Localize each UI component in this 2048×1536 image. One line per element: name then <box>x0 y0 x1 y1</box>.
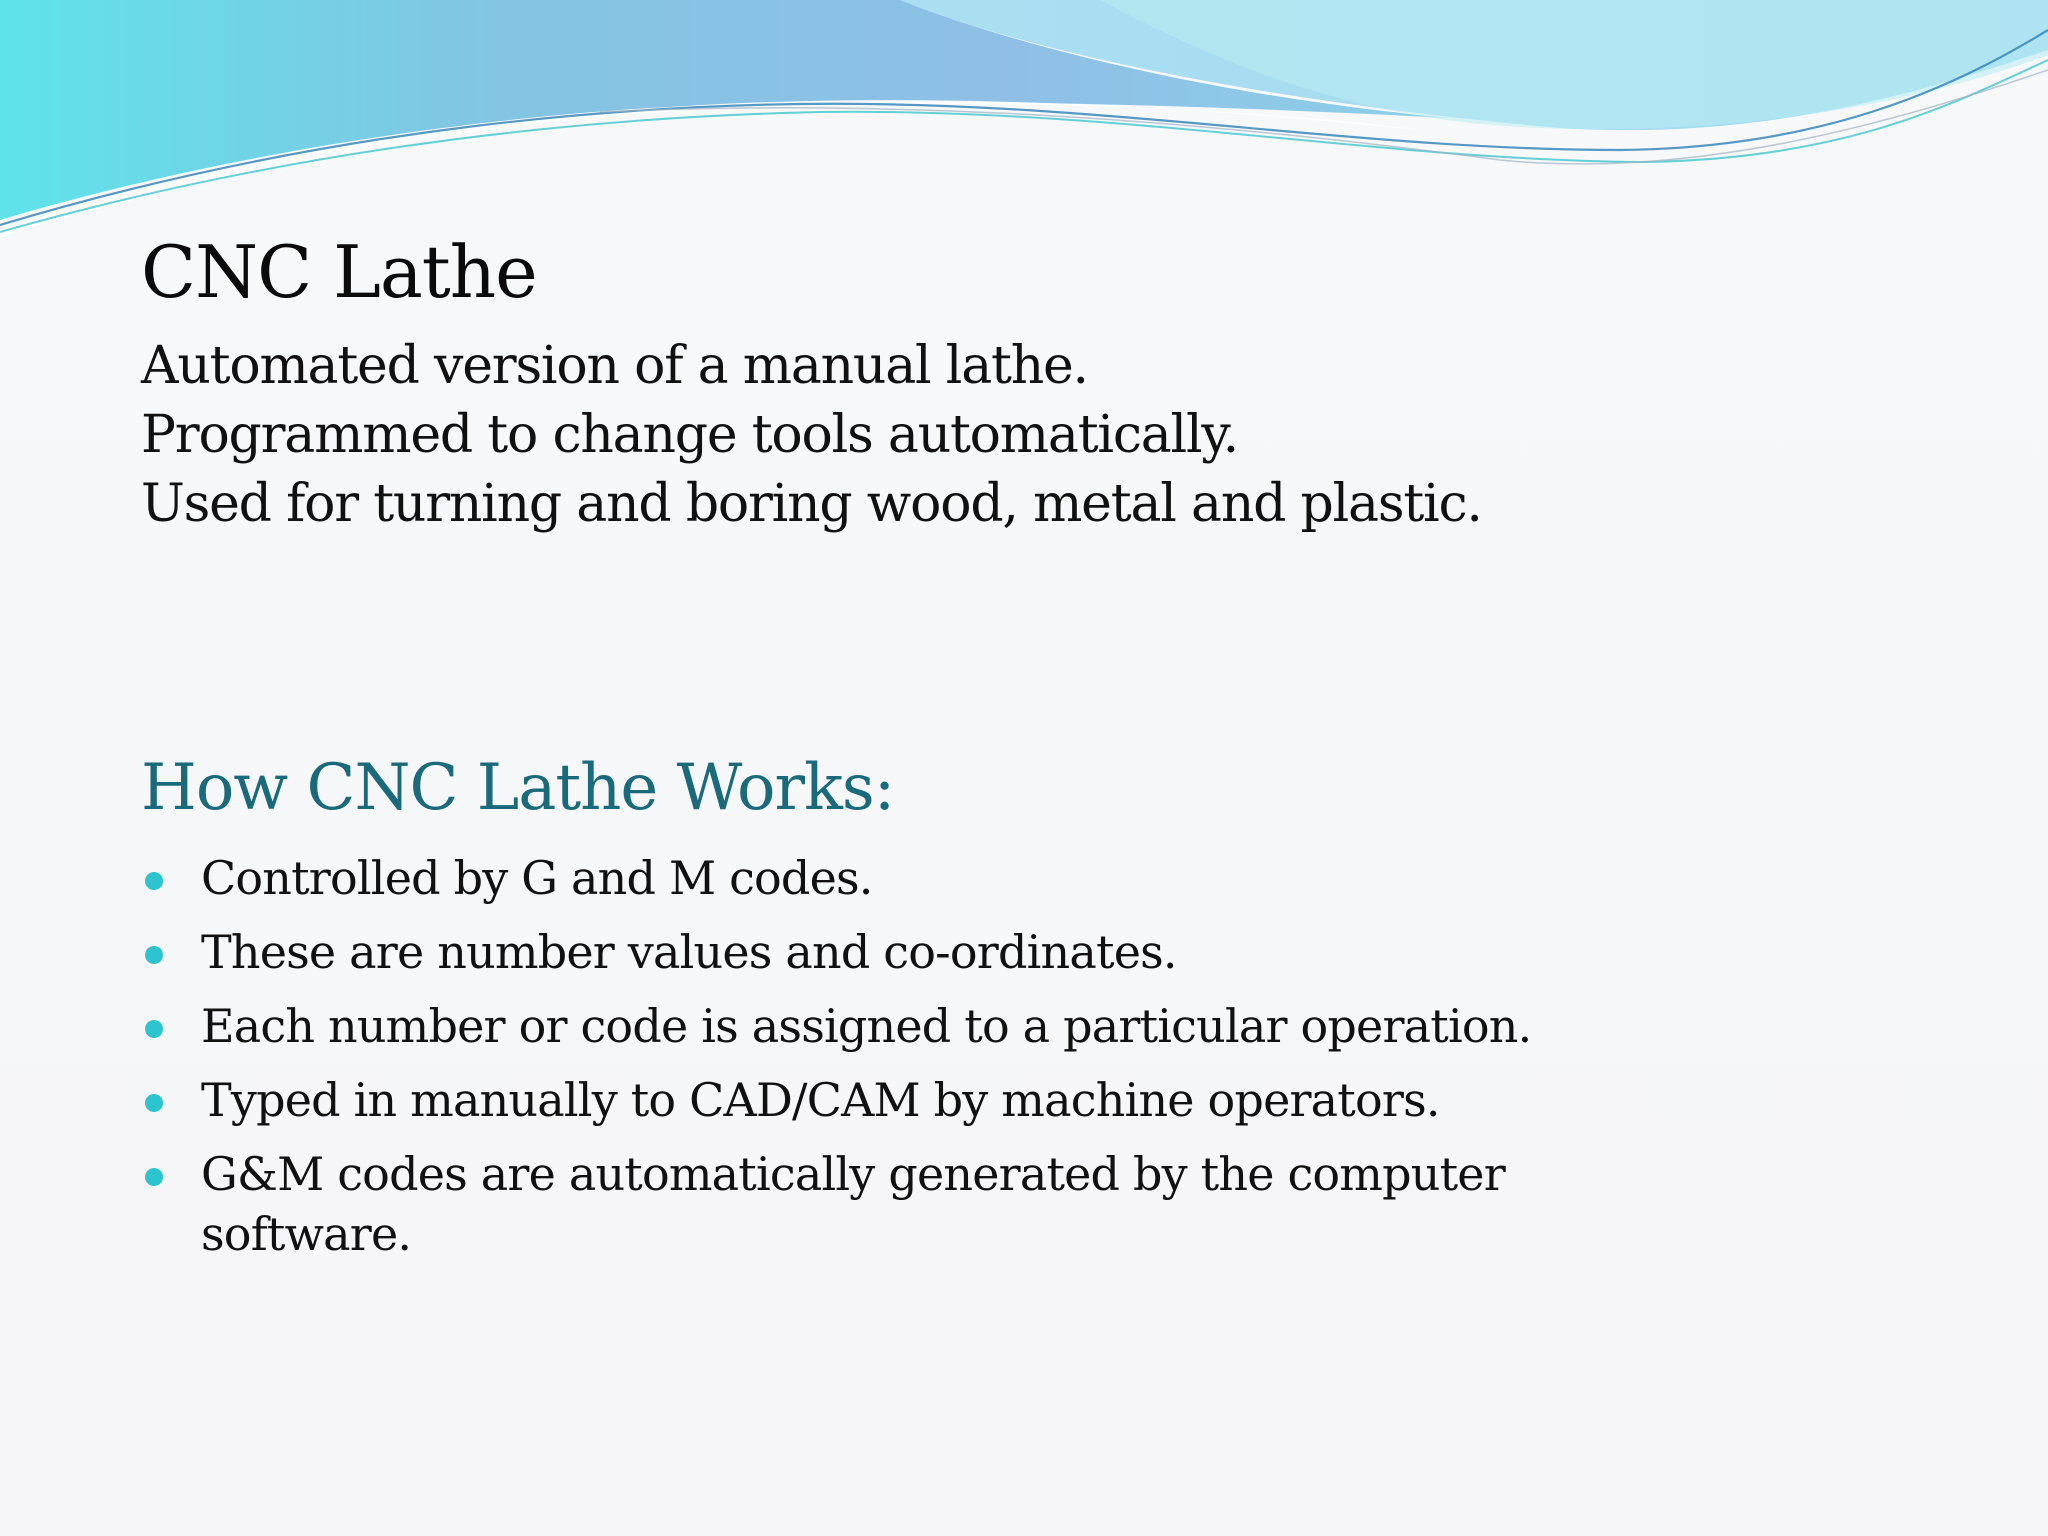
slide-title: CNC Lathe <box>141 230 537 314</box>
header-wave-decoration <box>0 0 2048 240</box>
bullet-text: Controlled by G and M codes. <box>201 851 873 905</box>
bullet-item <box>141 996 1541 1056</box>
bullet-text: Each number or code is assigned to a particular operation. <box>201 999 1532 1053</box>
section-subtitle: How CNC Lathe Works: <box>141 751 895 825</box>
bullet-dot-icon <box>145 946 163 964</box>
bullet-text: Typed in manually to CAD/CAM by machine operators. <box>201 1073 1440 1127</box>
bullet-item <box>141 848 1541 908</box>
bullet-item <box>141 1070 1541 1130</box>
bullet-text: G&M codes are automatically generated by the computer software. <box>201 1147 1505 1261</box>
bullet-dot-icon <box>145 1168 163 1186</box>
intro-line: Automated version of a manual lathe. <box>141 336 1088 396</box>
bullet-dot-icon <box>145 1094 163 1112</box>
bullet-list <box>141 848 1541 1278</box>
bullet-item <box>141 1144 1541 1264</box>
bullet-item <box>141 922 1541 982</box>
bullet-dot-icon <box>145 872 163 890</box>
intro-line: Programmed to change tools automatically. <box>141 405 1239 465</box>
bullet-text: These are number values and co-ordinates. <box>201 925 1177 979</box>
bullet-dot-icon <box>145 1020 163 1038</box>
intro-lines <box>141 332 1482 539</box>
intro-line: Used for turning and boring wood, metal and plastic. <box>141 474 1482 534</box>
